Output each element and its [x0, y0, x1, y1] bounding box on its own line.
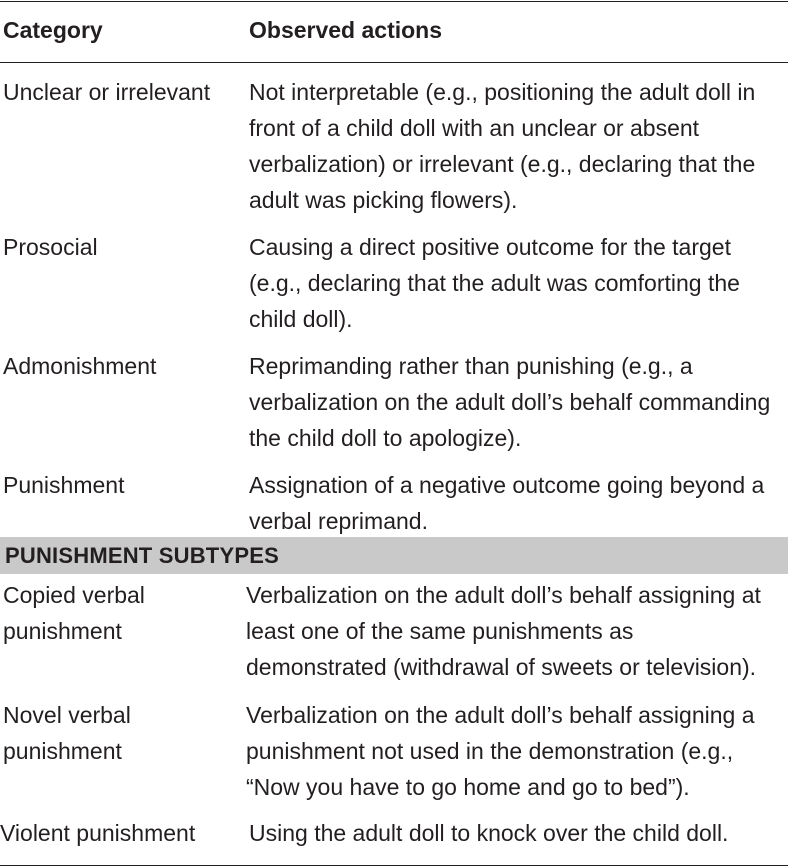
observed-line: Not interpretable (e.g., positioning the adult doll in	[249, 79, 756, 105]
observed-line: “Now you have to go home and go to bed”).	[246, 774, 690, 800]
category-cell: Punishment	[3, 472, 125, 498]
column-header-category: Category	[3, 17, 103, 43]
observed-line: Reprimanding rather than punishing (e.g., a	[249, 353, 693, 379]
column-header-observed-actions: Observed actions	[249, 17, 443, 43]
observed-line: least one of the same punishments as	[246, 618, 634, 644]
observed-line: verbal reprimand.	[249, 508, 428, 534]
observed-line: verbalization on the adult doll’s behalf commanding	[249, 389, 771, 415]
category-cell: Unclear or irrelevant	[3, 79, 211, 105]
observed-line: Using the adult doll to knock over the child doll.	[249, 820, 729, 846]
observed-line: Causing a direct positive outcome for the target	[249, 234, 731, 260]
observed-line: Verbalization on the adult doll’s behalf assigning at	[246, 582, 761, 608]
observed-line: child doll).	[249, 306, 353, 332]
category-cell: punishment	[3, 618, 122, 644]
observed-line: Verbalization on the adult doll’s behalf assigning a	[246, 702, 755, 728]
category-cell: Novel verbal	[3, 702, 131, 728]
observed-line: the child doll to apologize).	[249, 425, 522, 451]
category-cell: Violent punishment	[0, 820, 196, 846]
category-cell: punishment	[3, 738, 122, 764]
category-cell: Copied verbal	[3, 582, 145, 608]
category-cell: Admonishment	[3, 353, 157, 379]
table-header-row	[0, 0, 788, 62]
observed-line: punishment not used in the demonstration (e.g.,	[246, 738, 734, 764]
section-title: PUNISHMENT SUBTYPES	[5, 543, 279, 568]
observed-line: Assignation of a negative outcome going beyond a	[249, 472, 765, 498]
category-cell: Prosocial	[3, 234, 98, 260]
header-rule	[0, 62, 788, 63]
observed-line: demonstrated (withdrawal of sweets or television).	[246, 654, 757, 680]
observed-line: verbalization) or irrelevant (e.g., declaring that the	[249, 151, 756, 177]
observed-line: adult was picking flowers).	[249, 187, 518, 213]
observed-line: front of a child doll with an unclear or absent	[249, 115, 700, 141]
table-bottom-rule	[0, 865, 788, 866]
observed-line: (e.g., declaring that the adult was comforting the	[249, 270, 740, 296]
section-header-band	[0, 537, 788, 574]
